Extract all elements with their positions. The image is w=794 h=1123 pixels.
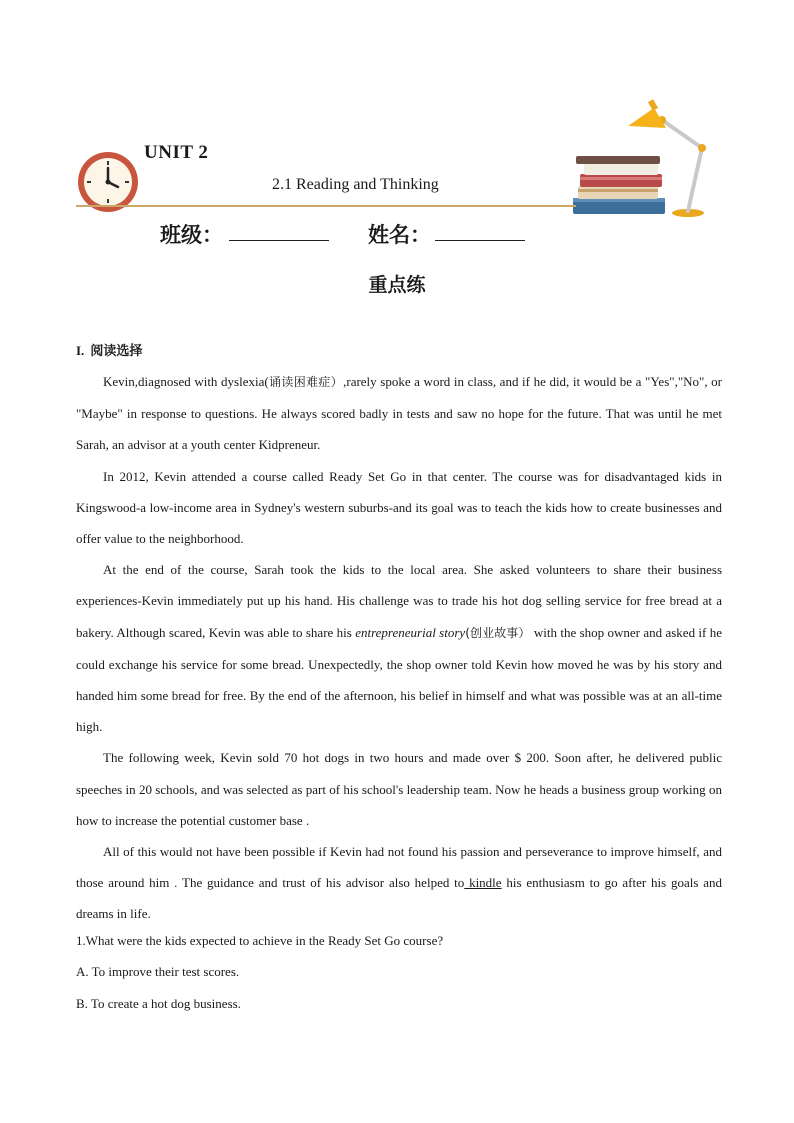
paragraph-4: The following week, Kevin sold 70 hot dogs in two hours and made over $ 200. Soon after, he delivered public speeches in 20 schools, and was selected as part of his school's leadership team. Now he heads a business group working on how to increase the potential customer base . xyxy=(76,750,722,828)
question-1-option-a: A. To improve their test scores. xyxy=(76,964,240,979)
practice-title: 重点练 xyxy=(368,274,426,296)
unit-title: UNIT 2 xyxy=(144,142,209,163)
class-label: 班级： xyxy=(160,223,223,247)
reading-passage xyxy=(76,366,722,930)
question-1-option-b: B. To create a hot dog business. xyxy=(76,996,241,1011)
name-blank-line xyxy=(435,240,525,241)
header-divider xyxy=(76,205,576,207)
section-title: 阅读选择 xyxy=(90,344,143,359)
name-label: 姓名： xyxy=(368,223,431,247)
question-1-stem: 1.What were the kids expected to achieve in the Ready Set Go course? xyxy=(76,933,444,948)
paragraph-3: At the end of the course, Sarah took the kids to the local area. She asked volunteers to share their business experiences-Kevin immediately put up his hand. His challenge was to trade his hot dog selling service for free bread at a bakery. Although scared, Kevin was able to share his entrepreneurial story(创业故事） with the shop owner and asked if he could exchange his service for some bread. Unexpectedly, the shop owner told Kevin how moved he was by his story and handed him some bread for free. By the end of the afternoon, his belief in himself and what was possible was at an all-time high. xyxy=(76,562,722,735)
section-number: I. xyxy=(76,343,85,358)
section-heading xyxy=(76,340,142,359)
paragraph-1: Kevin,diagnosed with dyslexia(诵读困难症）,rarely spoke a word in class, and if he did, it would be a "Yes","No", or "Maybe" in response to questions. He always scored badly in tests and saw no hope for the future. That was until he met Sarah, an advisor at a youth center Kidpreneur. xyxy=(76,374,722,453)
paragraph-2: In 2012, Kevin attended a course called Ready Set Go in that center. The course was for disadvantaged kids in Kingswood-a low-income area in Sydney's western suburbs-and its goal was to teach the kids how to create businesses and offer value to the neighborhood. xyxy=(76,468,722,547)
class-blank-line xyxy=(229,240,329,241)
lesson-subtitle: 2.1 Reading and Thinking xyxy=(272,176,439,193)
paragraph-5: All of this would not have been possible if Kevin had not found his passion and perseverance to improve himself, and those around him . The guidance and trust of his advisor also helped to kindle his enthusiasm to go after his goals and dreams in life. xyxy=(76,844,723,922)
books-lamp-illustration xyxy=(570,98,720,220)
